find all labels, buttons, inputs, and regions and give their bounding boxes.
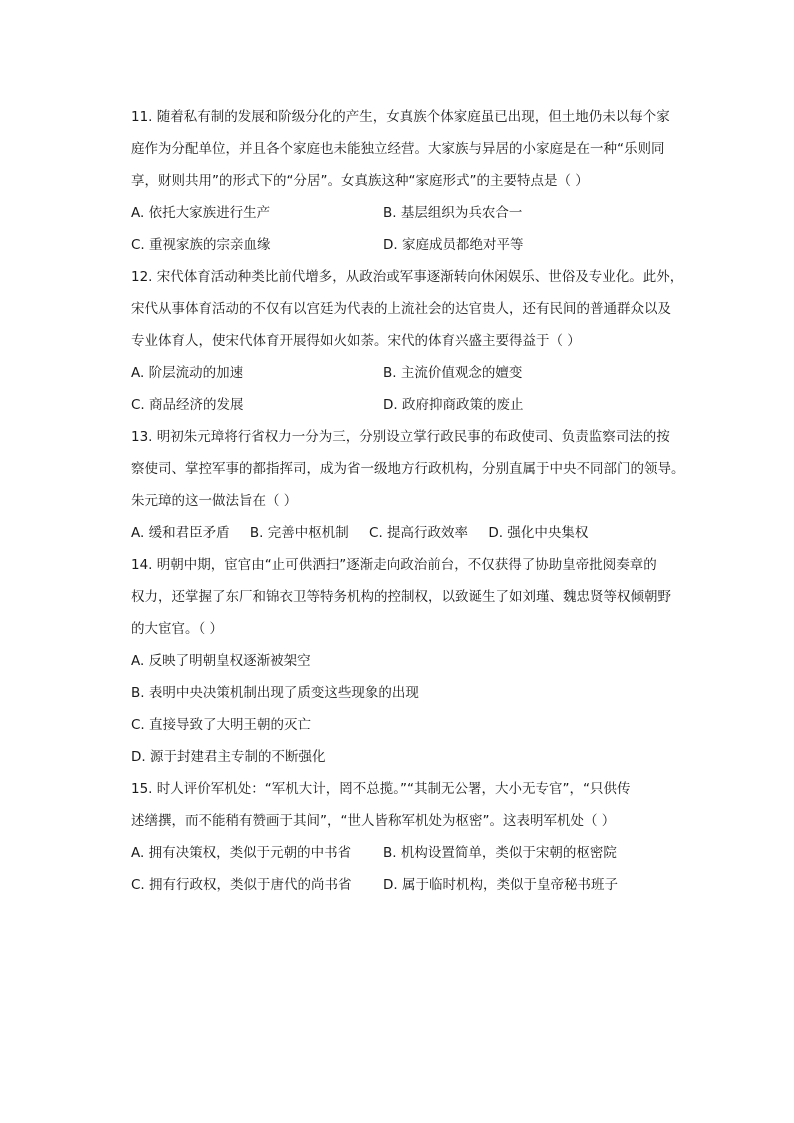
question-13-stem-line-3: 朱元璋的这一做法旨在（ ） (131, 493, 298, 509)
question-12-options-row-1 (131, 357, 701, 389)
option-c[interactable]: C. 商品经济的发展 (131, 397, 244, 413)
option-b[interactable]: B. 完善中枢机制 (249, 525, 349, 541)
option-c[interactable]: C. 直接导致了大明王朝的灭亡 (131, 717, 312, 733)
option-a[interactable]: A. 缓和君臣矛盾 (131, 525, 230, 541)
option-a[interactable]: A. 反映了明朝皇权逐渐被架空 (131, 653, 311, 669)
option-c[interactable]: C. 提高行政效率 (369, 525, 469, 541)
question-15-stem-line-2: 述缮撰，而不能稍有赞画于其间”，“世人皆称军机处为枢密”。这表明军机处（ ） (131, 813, 616, 829)
option-a[interactable]: A. 阶层流动的加速 (131, 365, 244, 381)
option-c[interactable]: C. 拥有行政权，类似于唐代的尚书省 (131, 877, 352, 893)
question-12-stem-line-2: 宋代从事体育活动的不仅有以宫廷为代表的上流社会的达官贵人，还有民间的普通群众以及 (131, 301, 671, 317)
question-11-options-row-2 (131, 229, 701, 261)
question-12-options-row-2 (131, 389, 701, 421)
question-15-stem-line-1: 15. 时人评价军机处：“军机大计，罔不总揽。”“其制无公署，大小无专官”，“只供传 (131, 781, 631, 797)
option-a[interactable]: A. 依托大家族进行生产 (131, 205, 271, 221)
option-c[interactable]: C. 重视家族的宗亲血缘 (131, 237, 271, 253)
option-b[interactable]: B. 表明中央决策机制出现了质变这些现象的出现 (131, 685, 419, 701)
question-11-options-row-1 (131, 197, 701, 229)
question-15-options-row-1 (131, 837, 701, 869)
option-d[interactable]: D. 强化中央集权 (488, 525, 589, 541)
question-12-stem-line-3: 专业体育人，使宋代体育开展得如火如荼。宋代的体育兴盛主要得益于（ ） (131, 333, 581, 349)
question-11-stem-line-2: 庭作为分配单位，并且各个家庭也未能独立经营。大家族与异居的小家庭是在一种“乐则同 (131, 141, 665, 157)
question-14-stem-line-2: 权力，还掌握了东厂和锦衣卫等特务机构的控制权，以致诞生了如刘瑾、魏忠贤等权倾朝野 (131, 589, 671, 605)
question-13-stem-line-1: 13. 明初朱元璋将行省权力一分为三，分别设立掌行政民事的布政使司、负责监察司法的按 (131, 429, 670, 445)
option-d[interactable]: D. 源于封建君主专制的不断强化 (131, 749, 326, 765)
question-12 (131, 261, 701, 421)
question-11-stem-line-1: 11. 随着私有制的发展和阶级分化的产生，女真族个体家庭虽已出现，但土地仍未以每个家 (131, 109, 670, 125)
question-11-stem-line-3: 享，财则共用”的形式下的“分居”。女真族这种“家庭形式”的主要特点是（ ） (131, 173, 589, 189)
question-13-stem-line-2: 察使司、掌控军事的都指挥司，成为省一级地方行政机构，分别直属于中央不同部门的领导。 (131, 461, 685, 477)
question-11 (131, 101, 701, 261)
question-list (131, 101, 701, 901)
question-13-options-row (131, 517, 701, 549)
question-14 (131, 549, 701, 773)
option-a[interactable]: A. 拥有决策权，类似于元朝的中书省 (131, 845, 352, 861)
option-d[interactable]: D. 属于临时机构，类似于皇帝秘书班子 (383, 877, 618, 893)
question-13 (131, 421, 701, 549)
question-15 (131, 773, 701, 901)
option-d[interactable]: D. 政府抑商政策的废止 (383, 397, 524, 413)
option-b[interactable]: B. 机构设置简单，类似于宋朝的枢密院 (383, 845, 617, 861)
option-b[interactable]: B. 基层组织为兵农合一 (383, 205, 523, 221)
question-12-stem-line-1: 12. 宋代体育活动种类比前代增多，从政治或军事逐渐转向休闲娱乐、世俗及专业化。此外， (131, 269, 684, 285)
question-15-options-row-2 (131, 869, 701, 901)
question-14-stem-line-3: 的大宦官。（ ） (131, 621, 224, 637)
option-b[interactable]: B. 主流价值观念的嬗变 (383, 365, 523, 381)
option-d[interactable]: D. 家庭成员都绝对平等 (383, 237, 524, 253)
question-14-stem-line-1: 14. 明朝中期，宦官由“止可供洒扫”逐渐走向政治前台，不仅获得了协助皇帝批阅奏章的 (131, 557, 657, 573)
